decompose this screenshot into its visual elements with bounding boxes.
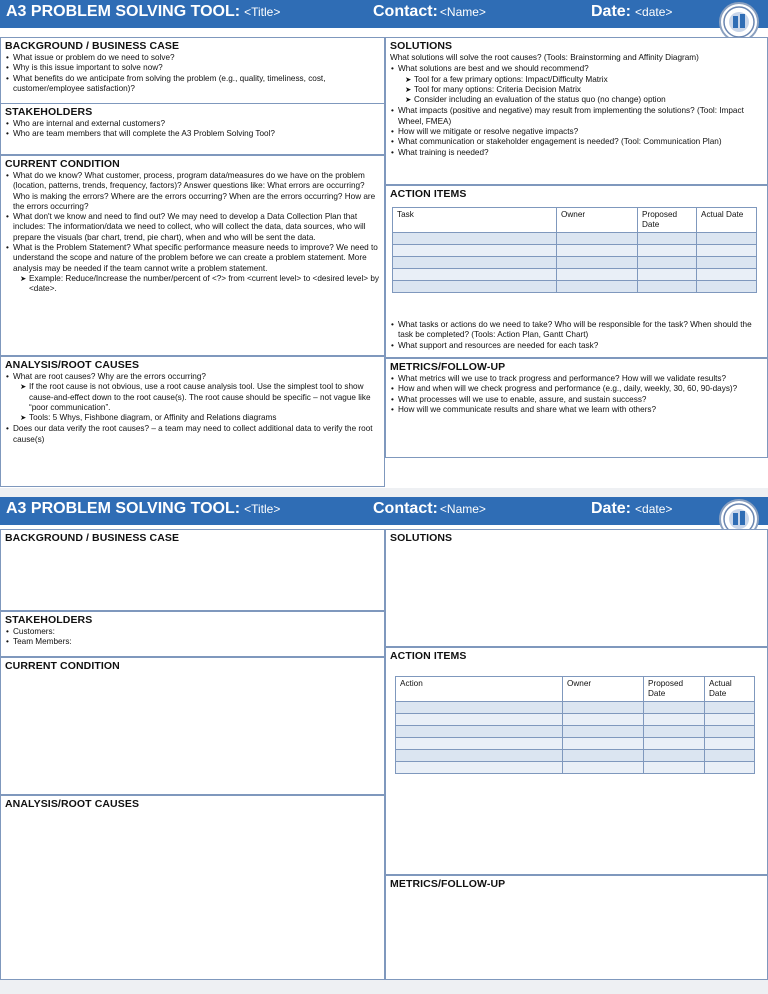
sub-list-item: ➤ If the root cause is not obvious, use a root cause analysis tool. Use the simplest tool to show cause-and-effect down to the root cause(s). The root cause should be specific – not vague like “poor communication”. <box>29 382 380 413</box>
list-item: • What solutions are best and we should recommend? <box>398 64 763 74</box>
section-heading: BACKGROUND / BUSINESS CASE <box>5 40 180 52</box>
list-item: • What tasks or actions do we need to take? Who will be responsible for the task? When should the task be completed? (Tools: Action Plan, Gantt Chart) <box>398 320 763 341</box>
sub-list-item: ➤ Tool for a few primary options: Impact/Difficulty Matrix <box>414 75 763 85</box>
table-cell[interactable] <box>697 257 757 269</box>
table-cell[interactable] <box>563 702 644 714</box>
guide-action-table <box>392 207 757 293</box>
list-item: • Why is this issue important to solve now? <box>13 63 380 73</box>
list-item: • Customers: <box>13 627 380 637</box>
template-analysis-section[interactable] <box>0 795 385 980</box>
table-cell[interactable] <box>638 269 697 281</box>
tool-title <box>6 500 280 518</box>
table-row <box>396 714 755 726</box>
table-cell[interactable] <box>557 281 638 293</box>
table-row <box>393 257 757 269</box>
table-cell[interactable] <box>705 714 755 726</box>
template-current-condition-section[interactable] <box>0 657 385 795</box>
list-item: • What issue or problem do we need to solve? <box>13 53 380 63</box>
list-item: • What do we know? What customer, process, program data/measures do we have on the problem (location, patterns, trends, frequency, factors)? Answer questions like: What errors are occurring? Who is making the errors? Where are the errors occurring? When are the errors occurring? How are the errors occurring? <box>13 171 380 212</box>
column-header: Owner <box>557 208 638 233</box>
seal-logo-icon <box>719 2 759 42</box>
title-placeholder[interactable]: <Title> <box>244 502 281 516</box>
column-header: Proposed Date <box>638 208 697 233</box>
table-row <box>396 702 755 714</box>
sub-list-item: ➤ Consider including an evaluation of the status quo (no change) option <box>414 95 763 105</box>
section-heading: METRICS/FOLLOW-UP <box>390 878 506 890</box>
section-heading: ANALYSIS/ROOT CAUSES <box>5 798 140 810</box>
table-cell[interactable] <box>705 762 755 774</box>
sub-list-item: ➤ Tools: 5 Whys, Fishbone diagram, or Affinity and Relations diagrams <box>29 413 380 423</box>
table-cell[interactable] <box>557 245 638 257</box>
table-row <box>393 245 757 257</box>
list-item: • What are root causes? Why are the errors occurring? <box>13 372 380 382</box>
list-item: • What support and resources are needed for each task? <box>398 341 763 351</box>
guide-sheet <box>0 0 768 488</box>
table-cell[interactable] <box>644 702 705 714</box>
tool-title <box>6 3 280 21</box>
table-cell[interactable] <box>638 233 697 245</box>
table-cell[interactable] <box>396 714 563 726</box>
list-item: • What is the Problem Statement? What specific performance measure needs to improve? We need to understand the scope and nature of the problem before we can create a problem statement. More analysis may be needed if the team cannot write a problem statement. <box>13 243 380 274</box>
table-cell[interactable] <box>393 233 557 245</box>
list-item: • How will we mitigate or resolve negative impacts? <box>398 127 763 137</box>
list-item: • What communication or stakeholder engagement is needed? (Tool: Communication Plan) <box>398 137 763 147</box>
table-row <box>393 281 757 293</box>
list-item: • What training is needed? <box>398 148 763 158</box>
section-heading: CURRENT CONDITION <box>5 158 120 170</box>
guide-current-condition-section <box>0 155 385 356</box>
table-cell[interactable] <box>396 726 563 738</box>
guide-background-section <box>0 37 385 104</box>
date <box>591 3 672 21</box>
table-cell[interactable] <box>557 269 638 281</box>
section-heading: SOLUTIONS <box>390 40 453 52</box>
list-item: • Who are team members that will complete the A3 Problem Solving Tool? <box>13 129 380 139</box>
contact-label: Contact: <box>373 3 438 20</box>
table-row <box>396 738 755 750</box>
column-header: Owner <box>563 677 644 702</box>
table-row <box>396 762 755 774</box>
list-item: • What impacts (positive and negative) may result from implementing the solutions? (Tool: Impact Wheel, FMEA) <box>398 106 763 127</box>
table-cell[interactable] <box>697 245 757 257</box>
table-cell[interactable] <box>644 726 705 738</box>
contact-label: Contact: <box>373 500 438 517</box>
table-cell[interactable] <box>638 281 697 293</box>
table-cell[interactable] <box>697 281 757 293</box>
list-item: • Team Members: <box>13 637 380 647</box>
guide-analysis-section <box>0 356 385 487</box>
contact <box>373 500 486 518</box>
list-item: • What don't we know and need to find out? We may need to develop a Data Collection Plan that includes: The information/data we need to collect, who will collect the data, data sources, who will prepare the visuals (bar chart, trend, pie chart), when and who will be sent the data. <box>13 212 380 243</box>
table-cell[interactable] <box>644 738 705 750</box>
template-solutions-section[interactable] <box>385 529 768 647</box>
section-heading: METRICS/FOLLOW-UP <box>390 361 506 373</box>
sub-list-item: ➤ Tool for many options: Criteria Decision Matrix <box>414 85 763 95</box>
guide-header-bar <box>0 0 768 28</box>
section-heading: ACTION ITEMS <box>390 188 467 200</box>
tool-label: A3 PROBLEM SOLVING TOOL: <box>6 500 241 517</box>
table-cell[interactable] <box>638 257 697 269</box>
table-cell[interactable] <box>644 714 705 726</box>
guide-stakeholders-section <box>0 103 385 155</box>
table-cell[interactable] <box>705 702 755 714</box>
tool-label: A3 PROBLEM SOLVING TOOL: <box>6 3 241 20</box>
section-heading: SOLUTIONS <box>390 532 453 544</box>
table-cell[interactable] <box>563 750 644 762</box>
table-cell[interactable] <box>705 726 755 738</box>
template-metrics-section[interactable] <box>385 875 768 980</box>
section-heading: CURRENT CONDITION <box>5 660 120 672</box>
sub-list-item: ➤ Example: Reduce/Increase the number/percent of <?> from <current level> to <desired level> by <date>. <box>29 274 380 295</box>
table-row <box>396 750 755 762</box>
table-row <box>393 269 757 281</box>
table-cell[interactable] <box>557 257 638 269</box>
table-row <box>393 233 757 245</box>
title-placeholder: <Title> <box>244 5 281 19</box>
table-cell[interactable] <box>697 269 757 281</box>
list-item: • How and when will we check progress and performance (e.g., daily, weekly, 30, 60, 90-days)? <box>398 384 763 394</box>
table-cell[interactable] <box>393 281 557 293</box>
section-heading: BACKGROUND / BUSINESS CASE <box>5 532 180 544</box>
contact <box>373 3 486 21</box>
template-stakeholders-section[interactable] <box>0 611 385 657</box>
table-cell[interactable] <box>563 726 644 738</box>
table-cell[interactable] <box>393 257 557 269</box>
table-cell[interactable] <box>563 738 644 750</box>
template-action-items-section <box>385 647 768 875</box>
column-header: Actual Date <box>697 208 757 233</box>
list-item: • Who are internal and external customers? <box>13 119 380 129</box>
contact-placeholder[interactable]: <Name> <box>439 502 486 516</box>
column-header: Actual Date <box>705 677 755 702</box>
table-cell[interactable] <box>705 738 755 750</box>
table-cell[interactable] <box>563 762 644 774</box>
date-label: Date: <box>591 500 632 517</box>
table-cell[interactable] <box>705 750 755 762</box>
date-placeholder[interactable]: <date> <box>635 502 673 516</box>
table-cell[interactable] <box>697 233 757 245</box>
list-item: • What processes will we use to enable, assure, and sustain success? <box>398 395 763 405</box>
table-cell[interactable] <box>644 762 705 774</box>
table-cell[interactable] <box>563 714 644 726</box>
section-heading: ANALYSIS/ROOT CAUSES <box>5 359 140 371</box>
column-header: Proposed Date <box>644 677 705 702</box>
section-heading: STAKEHOLDERS <box>5 614 93 626</box>
contact-placeholder: <Name> <box>439 5 486 19</box>
list-item: • Does our data verify the root causes? – a team may need to collect additional data to verify the root cause(s) <box>13 424 380 445</box>
table-cell[interactable] <box>396 702 563 714</box>
list-item: • How will we communicate results and share what we learn with others? <box>398 405 763 415</box>
template-background-section[interactable] <box>0 529 385 611</box>
date-placeholder: <date> <box>635 5 673 19</box>
table-cell[interactable] <box>396 738 563 750</box>
table-cell[interactable] <box>557 233 638 245</box>
column-header: Task <box>393 208 557 233</box>
table-cell[interactable] <box>396 750 563 762</box>
section-heading: ACTION ITEMS <box>390 650 467 662</box>
date <box>591 500 672 518</box>
template-header-bar <box>0 497 768 525</box>
table-cell[interactable] <box>393 245 557 257</box>
template-action-table <box>395 676 755 774</box>
table-cell[interactable] <box>638 245 697 257</box>
section-heading: STAKEHOLDERS <box>5 106 93 118</box>
solutions-intro: What solutions will solve the root causes? (Tools: Brainstorming and Affinity Diagram) <box>390 53 699 62</box>
template-sheet <box>0 497 768 980</box>
table-row <box>396 726 755 738</box>
table-cell[interactable] <box>396 762 563 774</box>
guide-solutions-section <box>385 37 768 185</box>
date-label: Date: <box>591 3 632 20</box>
table-cell[interactable] <box>644 750 705 762</box>
column-header: Action <box>396 677 563 702</box>
guide-metrics-section <box>385 358 768 458</box>
guide-action-items-section <box>385 185 768 358</box>
list-item: • What benefits do we anticipate from solving the problem (e.g., quality, timeliness, cost, customer/employee satisfaction)? <box>13 74 380 95</box>
table-cell[interactable] <box>393 269 557 281</box>
list-item: • What metrics will we use to track progress and performance? How will we validate results? <box>398 374 763 384</box>
